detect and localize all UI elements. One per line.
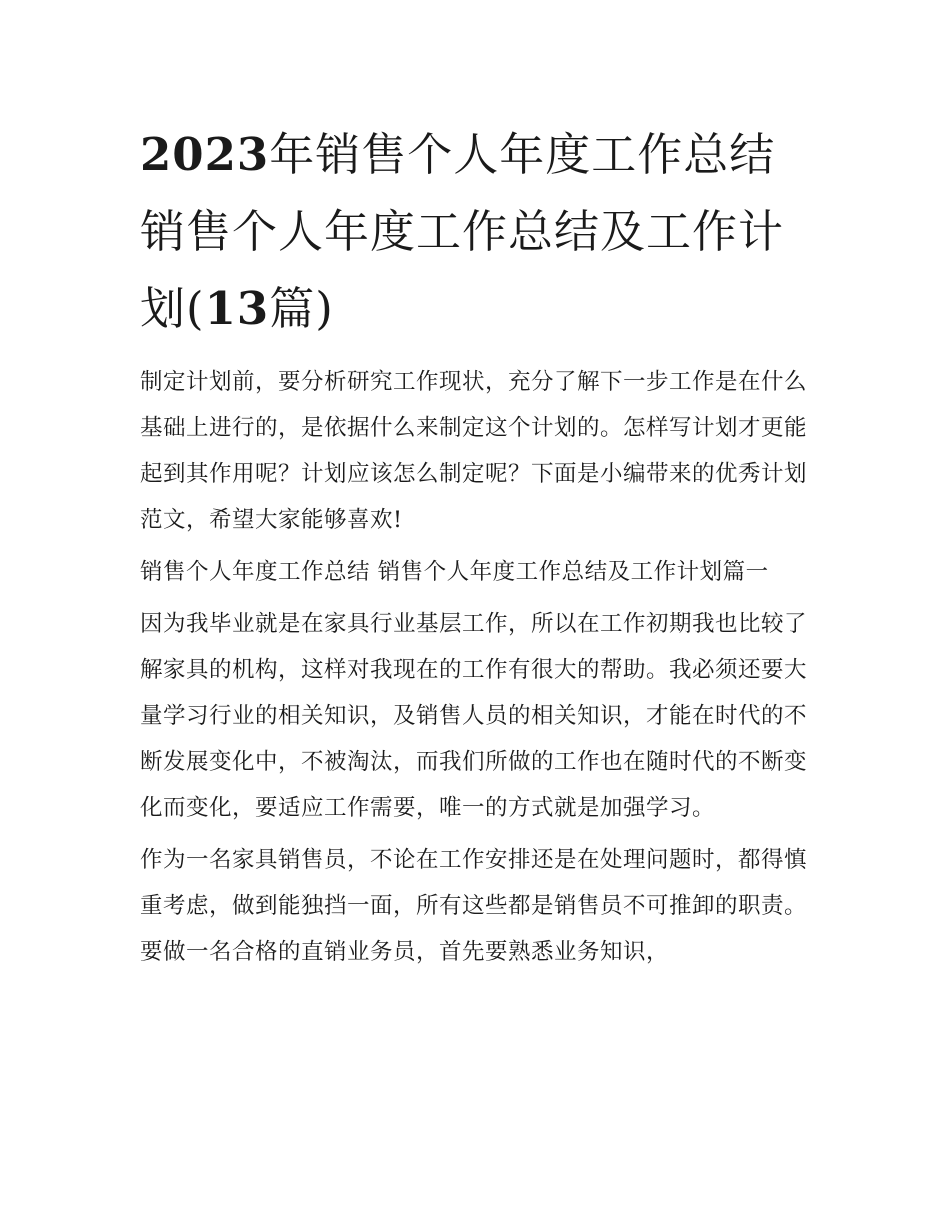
document-body [140,359,816,975]
title-text-2: 篇) [269,282,334,335]
body-paragraph-2: 作为一名家具销售员，不论在工作安排还是在处理问题时，都得慎重考虑，做到能独挡一面，所有这些都是销售员不可推卸的职责。要做一名合格的直销业务员，首先要熟悉业务知识， [140,847,808,965]
title-text-1: 年销售个人年度工作总结销售个人年度工作总结及工作计划( [140,128,785,335]
intro-paragraph: 制定计划前，要分析研究工作现状，充分了解下一步工作是在什么基础上进行的，是依据什么来制定这个计划的。怎样写计划才更能起到其作用呢？计划应该怎么制定呢？下面是小编带来的优秀计划范文，希望大家能够喜欢! [140,369,808,533]
section-heading: 销售个人年度工作总结 销售个人年度工作总结及工作计划篇一 [140,559,769,585]
title-count: 13 [204,282,270,335]
document-title [140,116,816,347]
body-paragraph-1: 因为我毕业就是在家具行业基层工作，所以在工作初期我也比较了解家具的机构，这样对我现在的工作有很大的帮助。我必须还要大量学习行业的相关知识，及销售人员的相关知识，才能在时代的不断发展变化中，不被淘汰，而我们所做的工作也在随时代的不断变化而变化，要适应工作需要，唯一的方式就是加强学习。 [140,611,808,821]
title-year: 2023 [140,128,270,181]
